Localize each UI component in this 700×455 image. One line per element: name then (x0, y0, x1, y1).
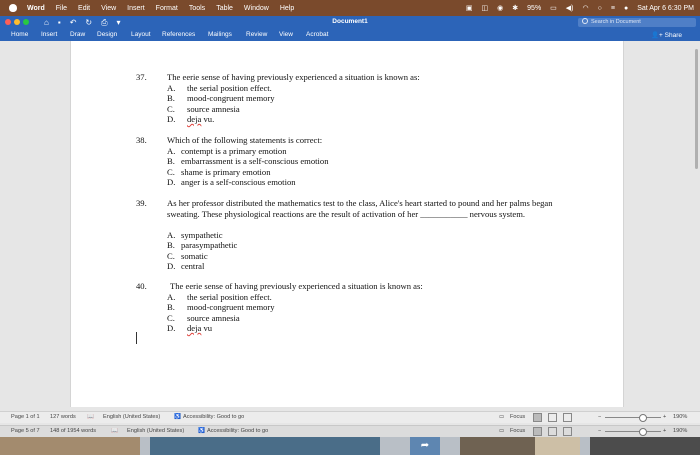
scrollbar-thumb[interactable] (695, 49, 698, 169)
question-stem: The eerie sense of having previously experienced a situation is known as: (170, 281, 423, 291)
customize-toolbar-icon[interactable]: ▾ (116, 18, 121, 27)
menu-tools[interactable]: Tools (188, 4, 206, 12)
window-icon[interactable]: ◫ (481, 5, 489, 12)
menu-help[interactable]: Help (279, 4, 295, 12)
option-b: B. parasympathetic (167, 240, 238, 250)
volume-icon[interactable]: ◀) (565, 5, 574, 12)
ribbon-tabs (0, 29, 700, 41)
zoom-level[interactable]: 190% (673, 414, 688, 420)
focus-icon[interactable]: ▭ (499, 428, 505, 434)
option-d: D. anger is a self-conscious emotion (167, 177, 296, 187)
background-window[interactable] (460, 437, 535, 455)
zoom-out-icon[interactable]: − (598, 428, 602, 434)
undo-icon[interactable]: ↶ (69, 18, 77, 27)
question-number: 39. (136, 198, 147, 208)
share-label: Share (664, 32, 682, 39)
language[interactable]: English (United States) (103, 414, 161, 420)
option-a: A. contempt is a primary emotion (167, 145, 287, 156)
accessibility-status[interactable]: Accessibility: Good to go (183, 414, 245, 420)
question-stem: Which of the following statements is correct: (167, 135, 323, 145)
document-title: Document1 (332, 18, 368, 25)
outline-icon[interactable] (563, 427, 572, 436)
accessibility-icon[interactable]: ♿ (174, 414, 181, 420)
menu-window[interactable]: Window (243, 4, 269, 12)
view-buttons (533, 427, 578, 436)
page-count[interactable]: Page 5 of 7 (11, 428, 40, 434)
accessibility-status[interactable]: Accessibility: Good to go (207, 428, 269, 434)
tab-view[interactable]: View (279, 31, 293, 38)
option-b: B. embarrassment is a self-conscious emotion (167, 156, 329, 166)
zoom-slider[interactable] (605, 431, 661, 432)
text-cursor (136, 332, 137, 344)
tab-draw[interactable]: Draw (70, 31, 86, 38)
share-icon: 👤+ (650, 32, 665, 39)
status-bar-background-window (0, 425, 700, 437)
battery-percent: 95% (527, 4, 542, 12)
zoom-level[interactable]: 190% (673, 428, 688, 434)
proofing-icon[interactable]: 📖 (111, 428, 118, 434)
background-window[interactable] (150, 437, 380, 455)
page-count[interactable]: Page 1 of 1 (11, 414, 40, 420)
option-d: D. deja vu (167, 323, 213, 333)
word-count[interactable]: 127 words (50, 414, 76, 420)
apple-icon[interactable] (9, 4, 17, 12)
option-d: D. central (167, 261, 205, 271)
menu-word[interactable]: Word (27, 4, 45, 12)
battery-icon[interactable]: ▭ (550, 5, 557, 12)
background-window[interactable] (535, 437, 580, 455)
web-layout-icon[interactable] (548, 413, 557, 422)
share-arrow-icon[interactable]: ➦ (410, 437, 440, 455)
web-layout-icon[interactable] (548, 427, 557, 436)
zoom-slider-knob[interactable] (639, 428, 647, 436)
menu-insert[interactable]: Insert (127, 4, 145, 12)
status-bar (0, 411, 700, 423)
siri-icon[interactable]: ● (623, 4, 629, 12)
word-count[interactable]: 148 of 1954 words (50, 428, 97, 434)
tab-acrobat[interactable]: Acrobat (306, 31, 329, 38)
question-stem: The eerie sense of having previously experienced a situation is known as: (167, 72, 420, 82)
option-b: B. mood-congruent memory (167, 302, 275, 312)
bluetooth-icon[interactable]: ✱ (512, 5, 519, 12)
document-page[interactable] (70, 41, 624, 407)
background-window[interactable] (0, 437, 140, 455)
option-c: C. shame is primary emotion (167, 166, 271, 177)
spelling-error[interactable]: deja (187, 323, 202, 333)
print-layout-icon[interactable] (533, 427, 542, 436)
zoom-slider-knob[interactable] (639, 414, 647, 422)
search-icon (582, 18, 588, 24)
option-c: C. source amnesia (167, 103, 240, 114)
option-b: B. mood-congruent memory (167, 93, 275, 103)
share-button[interactable] (651, 31, 682, 39)
window-titlebar (0, 16, 700, 29)
focus-button[interactable]: Focus (510, 414, 526, 420)
tab-review[interactable]: Review (246, 31, 268, 38)
vertical-scrollbar[interactable] (694, 49, 699, 349)
tab-home[interactable]: Home (11, 31, 29, 38)
option-c: C. somatic (167, 250, 208, 261)
menu-view[interactable]: View (101, 4, 117, 12)
control-center-icon[interactable]: ≡ (610, 4, 615, 12)
question-stem: As her professor distributed the mathematics test to the class, Alice's heart started to pound and her palms began sweating. These physiological reactions are the result of activation of her ___________ nervous system. (167, 198, 553, 219)
zoom-in-icon[interactable]: + (663, 414, 667, 420)
tab-insert[interactable]: Insert (41, 31, 58, 38)
menu-table[interactable]: Table (216, 4, 233, 12)
proofing-icon[interactable]: 📖 (87, 414, 94, 420)
outline-icon[interactable] (563, 413, 572, 422)
menubar-datetime[interactable]: Sat Apr 6 6:30 PM (637, 4, 694, 12)
home-icon[interactable]: ⌂ (44, 18, 49, 27)
question-number: 37. (136, 72, 147, 82)
question-number: 40. (136, 281, 147, 291)
menu-edit[interactable]: Edit (78, 4, 91, 12)
search-placeholder: Search in Document (591, 19, 641, 25)
zoom-slider[interactable] (605, 417, 661, 418)
zoom-in-icon[interactable]: + (663, 428, 667, 434)
wifi-icon[interactable]: ◠ (582, 5, 589, 12)
spelling-error[interactable]: deja (187, 114, 202, 124)
background-windows (0, 437, 700, 455)
macos-menubar (0, 0, 700, 16)
redo-icon[interactable]: ↻ (85, 18, 93, 27)
tab-layout[interactable]: Layout (131, 31, 151, 38)
save-icon[interactable]: ▪ (57, 18, 61, 27)
print-icon[interactable]: ⎙ (101, 17, 108, 27)
menu-file[interactable]: File (55, 4, 68, 12)
focus-icon[interactable]: ▭ (499, 414, 505, 420)
background-window[interactable] (590, 437, 700, 455)
search-input[interactable] (578, 18, 696, 27)
tab-design[interactable]: Design (97, 31, 118, 38)
option-a: A. the serial position effect. (167, 82, 272, 93)
view-buttons (533, 413, 578, 422)
focus-button[interactable]: Focus (510, 428, 526, 434)
calendar-icon[interactable]: ▣ (465, 5, 473, 12)
accessibility-icon[interactable]: ♿ (198, 428, 205, 434)
tab-mailings[interactable]: Mailings (208, 31, 232, 38)
option-a: A. sympathetic (167, 229, 223, 240)
menu-format[interactable]: Format (155, 4, 178, 12)
document-canvas[interactable] (0, 41, 700, 407)
print-layout-icon[interactable] (533, 413, 542, 422)
spotlight-icon[interactable]: ○ (597, 4, 602, 12)
zoom-out-icon[interactable]: − (598, 414, 602, 420)
tab-references[interactable]: References (162, 31, 196, 38)
option-a: A. the serial position effect. (167, 291, 272, 302)
option-d: D. deja vu. (167, 114, 215, 124)
language[interactable]: English (United States) (127, 428, 185, 434)
question-number: 38. (136, 135, 147, 145)
record-icon[interactable]: ◉ (497, 5, 504, 12)
menubar-status-area (457, 0, 694, 16)
option-c: C. source amnesia (167, 312, 240, 323)
